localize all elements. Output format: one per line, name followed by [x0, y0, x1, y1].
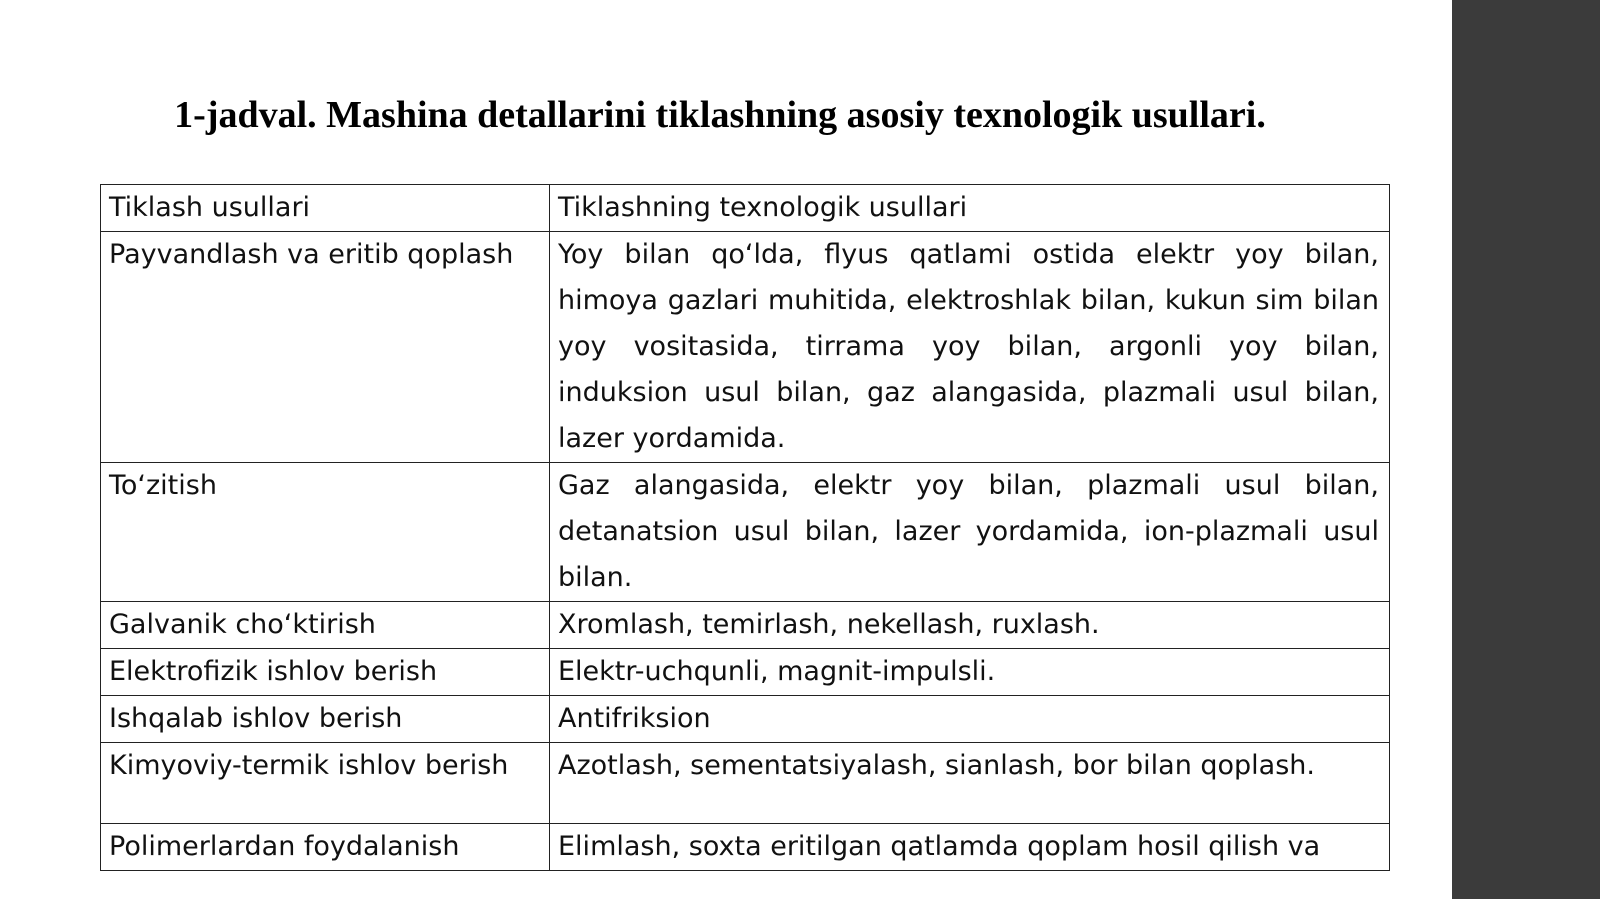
techniques-cell: Yoy bilan qo‘lda, flyus qatlami ostida elektr yoy bilan, himoya gazlari muhitida, elektroshlak bilan, kukun sim bilan yoy vositasida, tirrama yoy bilan, argonli yoy bilan, induksion usul bilan, gaz alangasida, plazmali usul bilan, lazer yordamida. — [550, 232, 1390, 463]
table-row — [101, 232, 1390, 463]
table-header-row — [101, 185, 1390, 232]
viewer-side-panel — [1452, 0, 1600, 899]
method-cell: Elektrofizik ishlov berish — [101, 649, 550, 696]
techniques-cell: Antifriksion — [550, 696, 1390, 743]
table-row — [101, 463, 1390, 602]
method-cell: Kimyoviy-termik ishlov berish — [101, 743, 550, 824]
techniques-cell: Elektr-uchqunli, magnit-impulsli. — [550, 649, 1390, 696]
table-caption: 1-jadval. Mashina detallarini tiklashning asosiy texnologik usullari. — [174, 94, 1266, 136]
method-cell: To‘zitish — [101, 463, 550, 602]
method-cell: Ishqalab ishlov berish — [101, 696, 550, 743]
table-row — [101, 696, 1390, 743]
table-row — [101, 649, 1390, 696]
techniques-cell: Xromlash, temirlash, nekellash, ruxlash. — [550, 602, 1390, 649]
table-row — [101, 602, 1390, 649]
restoration-methods-table — [100, 184, 1390, 871]
method-cell: Polimerlardan foydalanish — [101, 824, 550, 871]
table-row — [101, 743, 1390, 824]
techniques-cell: Azotlash, sementatsiyalash, sianlash, bor bilan qoplash. — [550, 743, 1390, 824]
method-cell: Payvandlash va eritib qoplash — [101, 232, 550, 463]
header-cell-methods: Tiklash usullari — [101, 185, 550, 232]
table-row — [101, 824, 1390, 871]
techniques-cell: Gaz alangasida, elektr yoy bilan, plazmali usul bilan, detanatsion usul bilan, lazer yordamida, ion-plazmali usul bilan. — [550, 463, 1390, 602]
techniques-cell: Elimlash, soxta eritilgan qatlamda qoplam hosil qilish va — [550, 824, 1390, 871]
method-cell: Galvanik cho‘ktirish — [101, 602, 550, 649]
header-cell-techniques: Tiklashning texnologik usullari — [550, 185, 1390, 232]
